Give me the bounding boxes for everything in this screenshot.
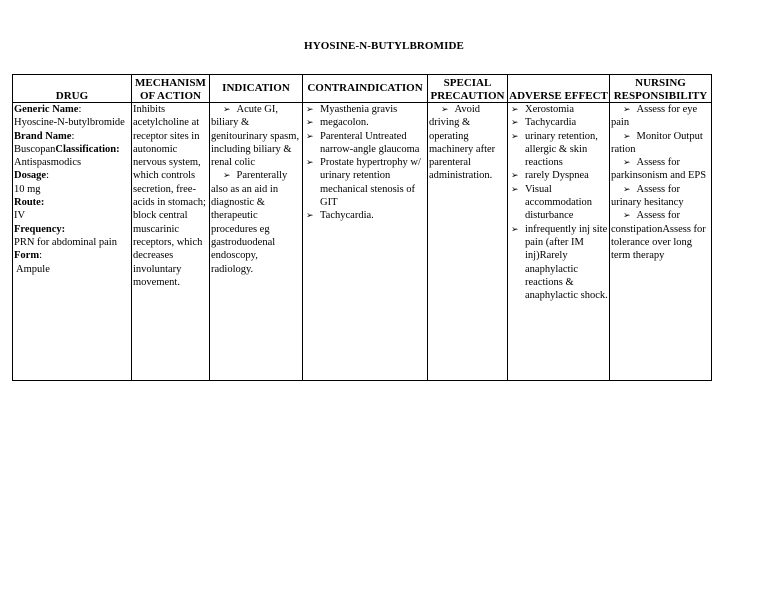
- adverse-effect-item: [509, 103, 608, 116]
- adverse-effect-item: [509, 223, 608, 303]
- nursing-responsibility-item: [611, 156, 710, 183]
- drug-study-table: [12, 74, 712, 381]
- nursing-responsibility-item-text: Monitor Output ration: [611, 130, 703, 155]
- indication-item: [211, 103, 301, 169]
- nursing-responsibility-item-text: Assess for urinary hesitancy: [611, 183, 684, 209]
- contraindication-item-text: Tachycardia.: [320, 210, 374, 222]
- adverse-effect-item-text: Visual accommodation disturbance: [525, 183, 593, 222]
- nursing-responsibility-item: [611, 130, 710, 157]
- header-nursing-responsibility: NURSING RESPONSIBILITY: [610, 75, 712, 103]
- contraindication-item: [304, 156, 426, 209]
- table-row: [13, 103, 712, 381]
- drug-info-cell: Generic Name: Hyoscine-N-butylbromide Brand Name: BuscopanClassification: Antispasmodics Dosage: 10 mg Route: IV Frequency: PRN for abdominal pain Form: Ampule: [13, 103, 132, 381]
- arrowhead-bullet-icon: ➢: [511, 130, 519, 141]
- contraindication-list: [304, 103, 426, 223]
- arrowhead-bullet-icon: ➢: [623, 104, 631, 114]
- frequency-label: Frequency:: [14, 223, 66, 235]
- adverse-effect-cell: [508, 103, 610, 381]
- nursing-responsibility-item: [611, 183, 710, 210]
- header-drug: DRUG: [13, 75, 132, 103]
- nursing-responsibility-item: [611, 103, 710, 130]
- indication-list: [211, 103, 301, 276]
- special-precaution-list: [429, 103, 506, 183]
- adverse-effect-item-text: urinary retention, allergic & skin reactions: [525, 130, 598, 169]
- nursing-responsibility-cell: [610, 103, 712, 381]
- header-indication: INDICATION: [210, 75, 303, 103]
- indication-item-text: Acute GI, biliary & genitourinary spasm, including biliary & renal colic: [211, 104, 300, 169]
- arrowhead-bullet-icon: ➢: [306, 130, 314, 141]
- adverse-effect-list: [509, 103, 608, 302]
- form-label: Form: [14, 250, 40, 262]
- arrowhead-bullet-icon: ➢: [223, 170, 231, 181]
- adverse-effect-item: [509, 169, 608, 182]
- contraindication-item: [304, 116, 426, 129]
- classification-value: Antispasmodics: [14, 157, 82, 169]
- nursing-responsibility-item: [611, 209, 710, 262]
- header-mechanism: MECHANISM OF ACTION: [132, 75, 210, 103]
- header-adverse-effect: ADVERSE EFFECT: [508, 75, 610, 103]
- arrowhead-bullet-icon: ➢: [511, 183, 519, 194]
- adverse-effect-item: [509, 183, 608, 223]
- arrowhead-bullet-icon: ➢: [306, 210, 314, 221]
- adverse-effect-item: [509, 116, 608, 129]
- dosage-label: Dosage: [14, 170, 47, 182]
- frequency-value: PRN for abdominal pain: [14, 236, 117, 248]
- nursing-responsibility-item-text: Assess for eye pain: [611, 104, 698, 129]
- indication-item: [211, 169, 301, 275]
- nursing-responsibility-list: [611, 103, 710, 263]
- route-value: IV: [14, 210, 26, 222]
- brand-name-value: Buscopan: [14, 143, 56, 155]
- nursing-responsibility-item-text: Assess for parkinsonism and EPS: [611, 157, 707, 182]
- contraindication-item-text: Myasthenia gravis: [320, 104, 398, 115]
- arrowhead-bullet-icon: ➢: [306, 117, 314, 128]
- route-label: Route:: [14, 197, 45, 209]
- contraindication-item-text: megacolon.: [320, 117, 369, 129]
- mechanism-cell: Inhibits acetylcholine at receptor sites in autonomic nervous system, which controls secretion, free-acids in stomach; block central muscarinic receptors, which decreases involuntary movement.: [132, 103, 210, 381]
- arrowhead-bullet-icon: ➢: [441, 104, 449, 114]
- special-precaution-cell: [428, 103, 508, 381]
- special-precaution-item: [429, 103, 506, 183]
- arrowhead-bullet-icon: ➢: [511, 223, 519, 234]
- contraindication-item: [304, 103, 426, 116]
- document-title: HYOSINE-N-BUTYLBROMIDE: [304, 40, 464, 52]
- contraindication-item: [304, 130, 426, 157]
- arrowhead-bullet-icon: ➢: [306, 157, 314, 168]
- classification-label: Classification:: [55, 143, 120, 155]
- adverse-effect-item-text: Xerostomia: [525, 104, 574, 115]
- indication-cell: [210, 103, 303, 381]
- arrowhead-bullet-icon: ➢: [623, 210, 631, 221]
- arrowhead-bullet-icon: ➢: [623, 157, 631, 168]
- adverse-effect-item-text: infrequently inj site pain (after IM inj)Rarely anaphylactic reactions & anaphylactic shock.: [525, 223, 608, 302]
- header-special-precaution: SPECIAL PRECAUTION: [428, 75, 508, 103]
- nursing-responsibility-item-text: Assess for constipationAssess for tolerance over long term therapy: [611, 210, 706, 262]
- dosage-value: 10 mg: [14, 183, 41, 195]
- generic-name-value: Hyoscine-N-butylbromide: [14, 117, 125, 129]
- header-contraindication: CONTRAINDICATION: [303, 75, 428, 103]
- adverse-effect-item-text: Tachycardia: [525, 117, 577, 129]
- arrowhead-bullet-icon: ➢: [511, 104, 519, 114]
- contraindication-item-text: Parenteral Untreated narrow-angle glaucoma: [320, 130, 420, 155]
- arrowhead-bullet-icon: ➢: [511, 170, 519, 181]
- form-value: Ampule: [14, 263, 50, 275]
- arrowhead-bullet-icon: ➢: [223, 104, 231, 114]
- brand-name-label: Brand Name: [14, 130, 72, 142]
- table-header-row: [13, 75, 712, 103]
- adverse-effect-item: [509, 130, 608, 170]
- contraindication-cell: [303, 103, 428, 381]
- contraindication-item-text: Prostate hypertrophy w/ urinary retention mechanical stenosis of GIT: [320, 157, 421, 209]
- adverse-effect-item-text: rarely Dyspnea: [525, 170, 589, 182]
- arrowhead-bullet-icon: ➢: [623, 183, 631, 194]
- arrowhead-bullet-icon: ➢: [306, 104, 314, 114]
- contraindication-item: [304, 209, 426, 222]
- generic-name-label: Generic Name: [14, 104, 79, 115]
- arrowhead-bullet-icon: ➢: [511, 117, 519, 128]
- arrowhead-bullet-icon: ➢: [623, 130, 631, 141]
- special-precaution-item-text: Avoid driving & operating machinery after parenteral administration.: [429, 104, 496, 182]
- indication-item-text: Parenterally also as an aid in diagnostic & therapeutic procedures eg gastroduodenal endoscopy, radiology.: [211, 170, 288, 275]
